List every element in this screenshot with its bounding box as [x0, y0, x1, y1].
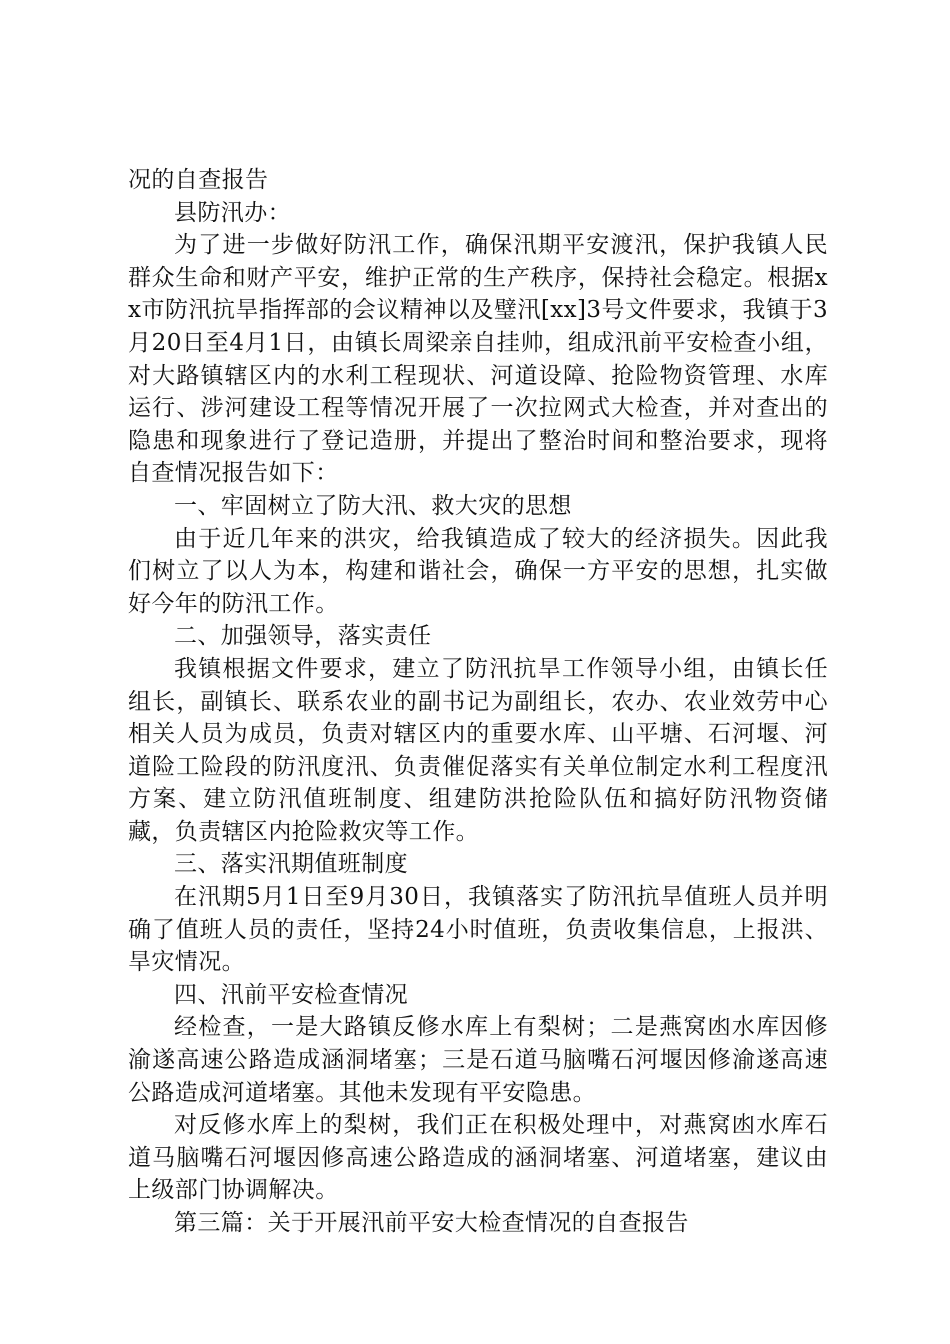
section-body-4a: 经检查，一是大路镇反修水库上有梨树；二是燕窝凼水库因修渝遂高速公路造成涵洞堵塞；三是石道马脑嘴石河堰因修渝遂高速公路造成河道堵塞。其他未发现有平安隐患。 [128, 1014, 828, 1106]
document-body [128, 164, 828, 1240]
next-article-title: 第三篇：关于开展汛前平安大检查情况的自查报告 [174, 1210, 689, 1236]
section-heading-1: 一、牢固树立了防大汛、救大灾的思想 [174, 492, 572, 519]
intro-paragraph: 为了进一步做好防汛工作，确保汛期平安渡汛，保护我镇人民群众生命和财产平安，维护正常的生产秩序，保持社会稳定。根据xx市防汛抗旱指挥部的会议精神以及璧汛[xx]3号文件要求，我镇于3月20日至4月1日，由镇长周梁亲自挂帅，组成汛前平安检查小组，对大路镇辖区内的水利工程现状、河道设障、抢险物资管理、水库运行、涉河建设工程等情况开展了一次拉网式大检查，并对查出的隐患和现象进行了登记造册，并提出了整治时间和整治要求，现将自查情况报告如下： [128, 232, 828, 487]
section-body-4b: 对反修水库上的梨树，我们正在积极处理中，对燕窝凼水库石道马脑嘴石河堰因修高速公路造成的涵洞堵塞、河道堵塞，建议由上级部门协调解决。 [128, 1112, 828, 1204]
addressee: 县防汛办： [174, 199, 291, 226]
section-heading-3: 三、落实汛期值班制度 [174, 851, 408, 878]
section-body-2: 我镇根据文件要求，建立了防汛抗旱工作领导小组，由镇长任组长，副镇长、联系农业的副书记为副组长，农办、农业效劳中心相关人员为成员，负责对辖区内的重要水库、山平塘、石河堰、河道险工险段的防汛度汛、负责催促落实有关单位制定水利工程度汛方案、建立防汛值班制度、组建防洪抢险队伍和搞好防汛物资储藏，负责辖区内抢险救灾等工作。 [128, 655, 828, 845]
section-body-3: 在汛期5月1日至9月30日，我镇落实了防汛抗旱值班人员并明确了值班人员的责任，坚持24小时值班，负责收集信息，上报洪、旱灾情况。 [128, 884, 828, 976]
section-body-1: 由于近几年来的洪灾，给我镇造成了较大的经济损失。因此我们树立了以人为本，构建和谐社会，确保一方平安的思想，扎实做好今年的防汛工作。 [128, 525, 828, 617]
title-continuation: 况的自查报告 [128, 167, 269, 193]
section-heading-4: 四、汛前平安检查情况 [174, 981, 408, 1008]
section-heading-2: 二、加强领导，落实责任 [174, 623, 432, 650]
